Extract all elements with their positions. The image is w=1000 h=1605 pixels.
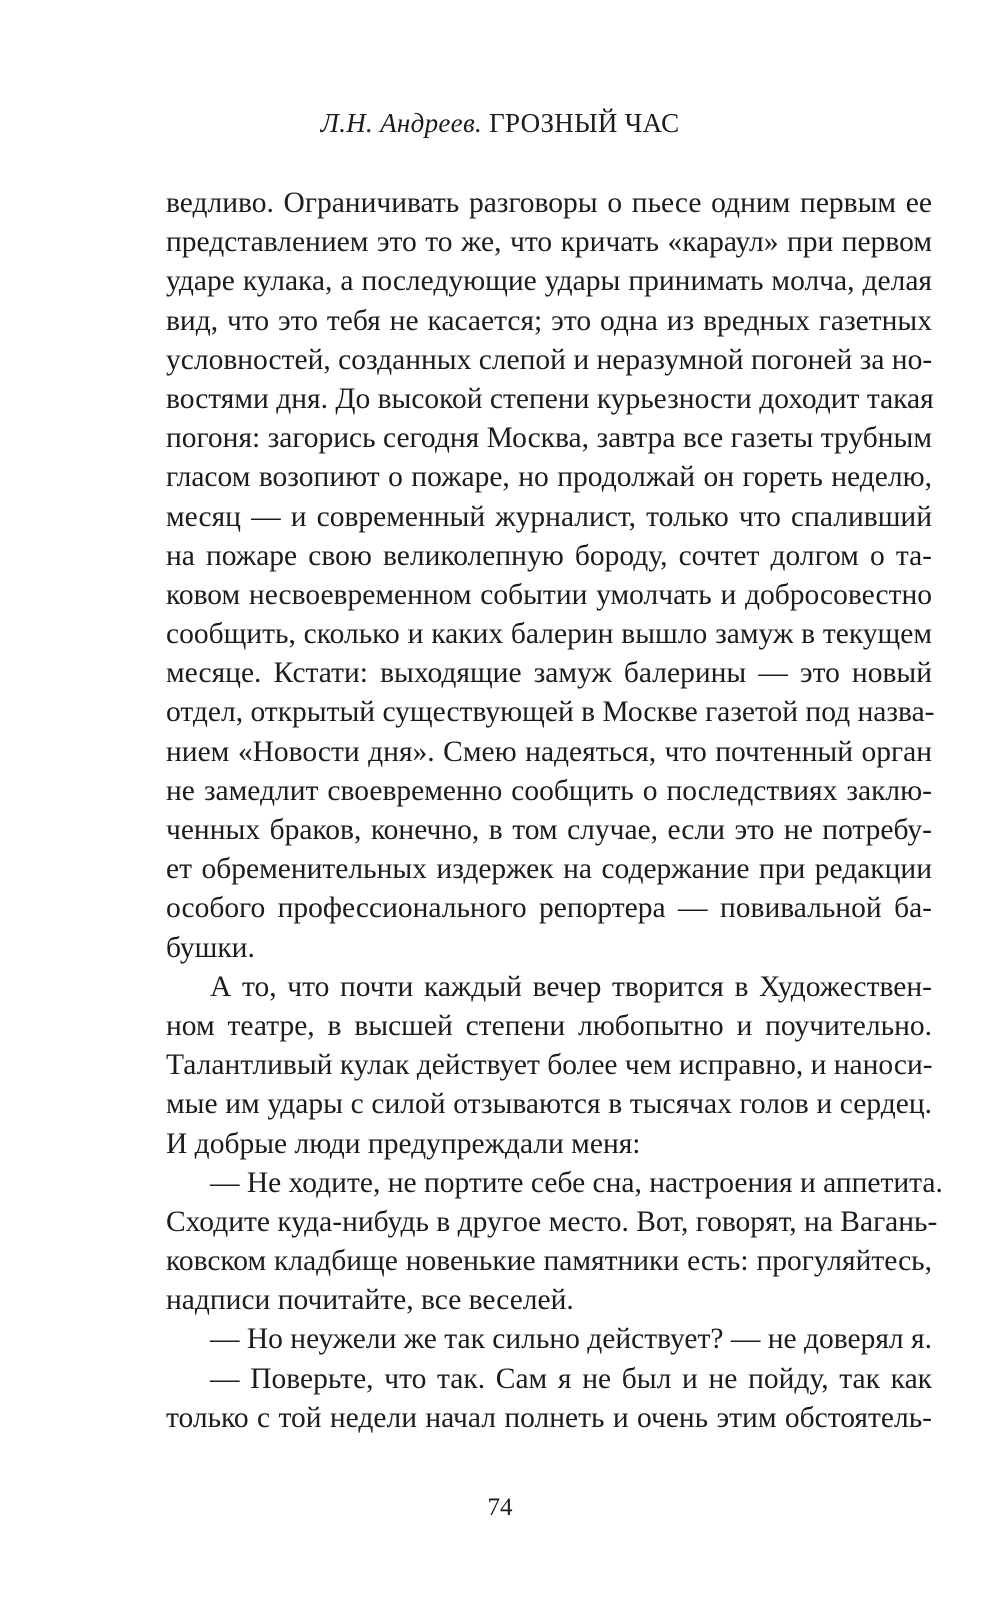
text-line-29: надписи почитайте, все веселей. [166,1284,574,1317]
page-number: 74 [487,1494,513,1521]
text-line-21: А то, что почти каждый вечер творится в Художествен- [210,970,932,1003]
text-line-3: ударе кулака, а последующие удары принимать молча, делая [166,265,932,298]
text-line-2: представлением это то же, что кричать «караул» при первом [166,226,932,259]
page-body [166,184,943,1438]
text-line-13: месяце. Кстати: выходящие замуж балерины — это новый [166,657,932,690]
text-line-15: нием «Новости дня». Смею надеяться, что почтенный орган [166,735,932,768]
text-line-6: востями дня. До высокой степени курьезности доходит такая [166,382,934,415]
text-line-16: не замедлит своевременно сообщить о последствиях заклю- [166,774,932,807]
text-line-1: ведливо. Ограничивать разговоры о пьесе одним первым ее [166,187,932,219]
text-line-23: Талантливый кулак действует более чем исправно, и наноси- [166,1049,933,1082]
text-line-9: месяц — и современный журналист, только что спаливший [166,500,932,533]
header-title: ГРОЗНЫЙ ЧАС [489,108,680,138]
text-line-30: — Но неужели же так сильно действует? — не доверял я. [210,1323,932,1356]
running-header [0,108,1000,139]
text-line-7: погоня: загорись сегодня Москва, завтра все газеты трубным [166,422,932,455]
text-line-22: ном театре, в высшей степени любопытно и поучительно. [166,1009,932,1042]
text-line-12: сообщить, сколько и каких балерин вышло замуж в текущем [166,618,932,651]
text-line-26: — Не ходите, не портите себе сна, настроения и аппетита. [210,1166,943,1199]
text-line-25: И добрые люди предупреждали меня: [166,1127,641,1160]
text-line-18: ет обременительных издержек на содержание при редакции [166,853,932,886]
text-line-24: мые им удары с силой отзываются в тысячах голов и сердец. [166,1088,932,1121]
text-line-14: отдел, открытый существующей в Москве газетой под назва- [166,696,935,729]
text-line-28: ковском кладбище новенькие памятники есть: прогуляйтесь, [166,1245,932,1278]
text-line-27: Сходите куда-нибудь в другое место. Вот, говорят, на Вагань- [166,1205,938,1238]
text-line-11: ковом несвоевременном событии умолчать и добросовестно [166,578,932,611]
text-line-31: — Поверьте, что так. Сам я не был и не пойду, так как [210,1362,932,1395]
text-line-17: ченных браков, конечно, в том случае, если это не потребу- [166,814,932,846]
text-line-5: условностей, созданных слепой и неразумной погоней за но- [166,343,933,376]
text-line-20: бушки. [166,931,255,964]
header-author: Л.Н. Андреев. [320,108,483,138]
text-line-32: только с той недели начал полнеть и очень этим обстоятель- [166,1401,932,1434]
text-line-10: на пожаре свою великолепную бороду, сочтет долгом о та- [166,539,932,572]
text-line-19: особого профессионального репортера — повивальной ба- [166,892,932,925]
text-line-4: вид, что это тебя не касается; это одна из вредных газетных [166,304,932,337]
text-line-8: гласом возопиют о пожаре, но продолжай он гореть неделю, [166,461,932,494]
